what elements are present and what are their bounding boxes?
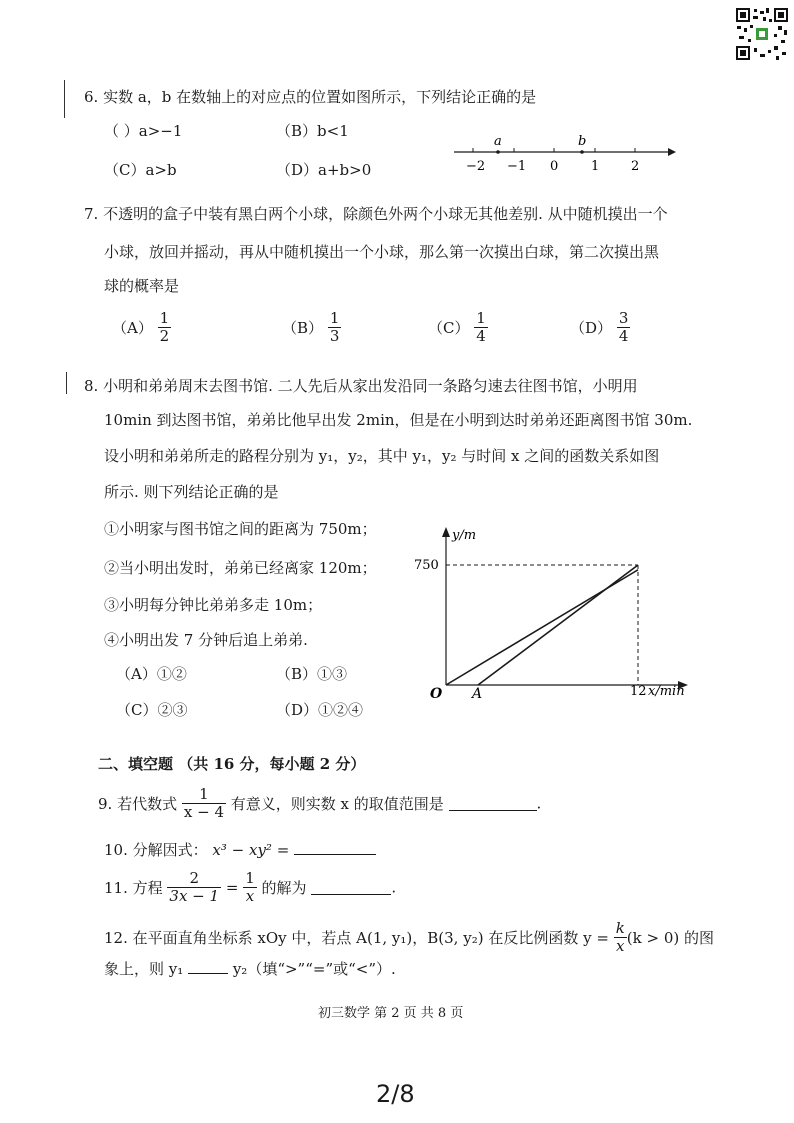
q10 — [104, 839, 376, 860]
q11-fraction-right: $\frac{1}{x}$ — [245, 869, 255, 905]
graph-y-label: y/m — [452, 528, 477, 543]
q12-answer-blank[interactable] — [188, 959, 228, 974]
q11-equals: = — [225, 878, 239, 897]
axis-tick-0: 0 — [550, 159, 559, 174]
graph-origin-label: O — [430, 686, 443, 702]
q12-line-2-b: y₂（填“>”“=”或“<”）. — [232, 960, 396, 978]
q7-option-b-fraction: $\frac{1}{3}$ — [329, 309, 340, 345]
axis-tick-neg2: −2 — [466, 159, 486, 174]
q7-option-c-label: （C） — [428, 319, 470, 337]
q7-option-c-fraction: $\frac{1}{4}$ — [476, 309, 486, 345]
q9-suffix: 有意义，则实数 x 的取值范围是 — [230, 795, 444, 813]
q6-stem: 6. 实数 a，b 在数轴上的对应点的位置如图所示，下列结论正确的是 — [84, 88, 537, 106]
line-xiaoming-y1 — [478, 565, 638, 685]
q8-line-2: 10min 到达图书馆，弟弟比他早出发 2min，但是在小明到达时弟弟还距离图书馆 30m. — [104, 411, 693, 429]
q10-prefix: 10. 分解因式： — [104, 841, 208, 859]
point-a-dot — [496, 150, 500, 154]
graph-point-a-label: A — [472, 686, 483, 702]
margin-mark-2 — [66, 372, 67, 394]
q9-fraction: $\frac{1}{x - 4}$ — [183, 785, 224, 821]
q8-line-4: 所示. 则下列结论正确的是 — [104, 483, 279, 501]
q7-option-b-label: （B） — [282, 319, 324, 337]
point-b-dot — [580, 150, 584, 154]
axis-tick-2: 2 — [631, 159, 640, 174]
q9 — [98, 786, 541, 821]
q6-option-c: （C）a>b — [104, 161, 177, 179]
q10-answer-blank[interactable] — [294, 840, 376, 855]
q8-statement-4: ④小明出发 7 分钟后追上弟弟. — [104, 631, 308, 649]
section-2-title: 二、填空题 （共 16 分，每小题 2 分） — [98, 755, 366, 773]
q9-answer-blank[interactable] — [449, 796, 537, 811]
qr-code — [734, 6, 790, 62]
q8-line-3: 设小明和弟弟所走的路程分别为 y₁，y₂，其中 y₁，y₂ 与时间 x 之间的函数关系如图 — [104, 447, 660, 465]
axis-tick-1: 1 — [591, 159, 600, 174]
q6-option-a: （ ）a>−1 — [104, 122, 183, 140]
q11-answer-blank[interactable] — [311, 880, 391, 895]
q12-line-1 — [104, 920, 714, 955]
q7-option-d-fraction: $\frac{3}{4}$ — [618, 309, 629, 345]
q8-line-1: 8. 小明和弟弟周末去图书馆. 二人先后从家出发沿同一条路匀速去往图书馆，小明用 — [84, 377, 638, 395]
graph-y-tick-750: 750 — [414, 558, 439, 573]
q11-end: . — [391, 878, 397, 897]
q6-option-b: （B）b<1 — [276, 122, 349, 140]
q8-statement-1: ①小明家与图书馆之间的距离为 750m； — [104, 520, 377, 538]
q8-graph — [410, 525, 700, 705]
point-b-label: b — [578, 134, 587, 149]
q11-prefix: 11. 方程 — [104, 879, 163, 897]
q8-option-d: （D）①②④ — [276, 701, 364, 719]
q11 — [104, 870, 396, 905]
q7-line-2: 小球，放回并摇动，再从中随机摸出一个小球，那么第一次摸出白球，第二次摸出黑 — [104, 243, 660, 261]
q12-line-2 — [104, 958, 396, 979]
q7-option-a — [112, 310, 171, 345]
q8-statement-2: ②当小明出发时，弟弟已经离家 120m； — [104, 559, 377, 577]
q9-prefix: 9. 若代数式 — [98, 795, 178, 813]
page-footer: 初三数学 第 2 页 共 8 页 — [318, 1006, 464, 1021]
q8-option-a: （A）①② — [116, 665, 187, 683]
q7-option-c — [428, 310, 488, 345]
page-indicator: 2/8 — [376, 1080, 415, 1108]
q12-line-1-b: (k > 0) 的图 — [626, 929, 714, 947]
q11-fraction-left: $\frac{2}{3x - 1}$ — [169, 869, 220, 905]
q8-option-c: （C）②③ — [116, 701, 188, 719]
q8-statement-3: ③小明每分钟比弟弟多走 10m； — [104, 596, 323, 614]
graph-x-tick-12: 12 — [630, 684, 647, 699]
q7-option-a-label: （A） — [112, 319, 153, 337]
q12-line-2-a: 象上，则 y₁ — [104, 960, 184, 978]
q7-line-1: 7. 不透明的盒子中装有黑白两个小球，除颜色外两个小球无其他差别. 从中随机摸出一个 — [84, 205, 668, 223]
graph-x-label: x/min — [648, 684, 685, 699]
q6-number-line — [450, 130, 680, 180]
q6-option-d: （D）a+b>0 — [276, 161, 372, 179]
q7-option-d-label: （D） — [570, 319, 613, 337]
axis-tick-neg1: −1 — [507, 159, 527, 174]
q7-option-d — [570, 310, 630, 345]
q11-suffix: 的解为 — [261, 879, 307, 897]
q9-end: . — [536, 794, 542, 813]
q7-option-a-fraction: $\frac{1}{2}$ — [159, 309, 170, 345]
q7-option-b — [282, 310, 341, 345]
q7-line-3: 球的概率是 — [104, 277, 180, 295]
q12-line-1-a: 12. 在平面直角坐标系 xOy 中，若点 A(1, y₁)，B(3, y₂) 在反比例函数 y = — [104, 929, 609, 947]
q12-fraction: $\frac{k}{x}$ — [615, 919, 625, 955]
point-a-label: a — [494, 134, 502, 149]
margin-mark-1 — [64, 80, 65, 118]
q8-option-b: （B）①③ — [276, 665, 348, 683]
q10-expression: x³ − xy² = — [212, 841, 290, 859]
